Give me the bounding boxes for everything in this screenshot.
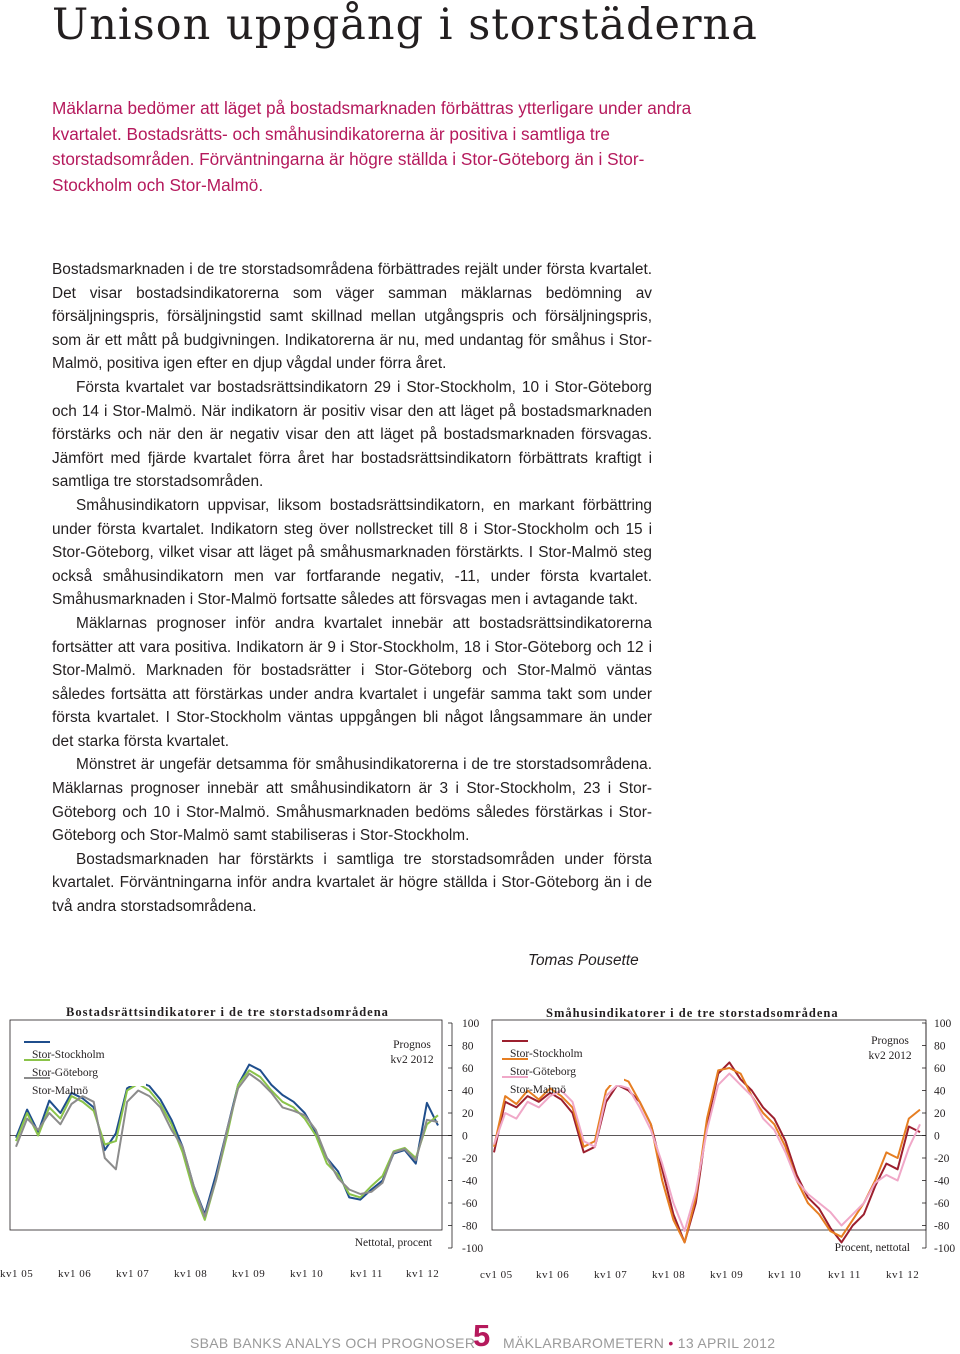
- y-tick-label: 100: [934, 1018, 952, 1030]
- x-tick-label: kv1 07: [116, 1268, 150, 1280]
- y-tick-label: -20: [462, 1153, 478, 1165]
- page-footer: [0, 1320, 960, 1352]
- y-tick-label: -100: [934, 1243, 956, 1255]
- y-tick-label: 100: [462, 1018, 480, 1030]
- y-tick-label: -20: [934, 1153, 950, 1165]
- y-tick-label: -40: [462, 1175, 478, 1188]
- y-tick-label: 20: [934, 1108, 946, 1120]
- x-tick-label: kv1 06: [58, 1268, 92, 1280]
- y-tick-label: -60: [934, 1198, 950, 1210]
- chart-title: Bostadsrättsindikatorer i de tre storstadsområdena: [66, 1005, 389, 1019]
- y-tick-label: -60: [462, 1198, 478, 1210]
- chart-title: Småhusindikatorer i de tre storstadsområdena: [546, 1006, 839, 1020]
- y-tick-label: -80: [462, 1220, 478, 1233]
- x-tick-label: kv1 09: [232, 1268, 266, 1280]
- y-tick-label: 20: [462, 1108, 474, 1120]
- author-signature: Tomas Pousette: [528, 952, 639, 969]
- smahus-chart: [480, 996, 960, 1296]
- page-title: Unison uppgång i storstäderna: [52, 0, 758, 50]
- y-tick-label: -80: [934, 1220, 950, 1233]
- footer-publication: MÄKLARBAROMETERN • 13 APRIL 2012: [503, 1335, 776, 1351]
- body-paragraph: Mönstret är ungefär detsamma för småhusindikatorerna i de tre storstadsområdena. Mäklarnas prognoser innebär att småhusindikatorn är 3 i Stor-Stockholm, 23 i Stor-Göteborg och 10 i Stor-Malmö. Småhusmarknaden bedöms således förstärkas i Stor-Göteborg och Stor-Malmö samt stabiliseras i Stor-Stockholm.: [52, 756, 652, 845]
- y-tick-label: 80: [934, 1040, 946, 1053]
- body-paragraph: Bostadsmarknaden i de tre storstadsområdena förbättrades rejält under första kvartalet. Det visar bostadsindikatorerna som väger samman mäklarnas bedömning av försäljningspris, försäljningstid samt skillnad mellan utgångspris och försäljningspris, som är ett mått på budgivningen. Indikatorerna är nu, med undantag för småhus i Stor-Malmö, positiva igen efter en djup vågdal under förra året.: [52, 261, 652, 373]
- forecast-period: kv2 2012: [868, 1050, 912, 1062]
- y-tick-label: 0: [934, 1130, 940, 1143]
- footer-publisher: SBAB BANKS ANALYS OCH PROGNOSER: [190, 1335, 476, 1351]
- x-tick-label: kv1 06: [536, 1269, 570, 1281]
- legend-label: Stor-Malmö: [510, 1084, 566, 1096]
- legend-label: Stor-Göteborg: [32, 1067, 98, 1079]
- body-paragraph: Mäklarnas prognoser inför andra kvartalet innebär att bostadsrättsindikatorerna fortsätter att vara positiva. Indikatorn är 9 i Stor-Stockholm, 18 i Stor-Göteborg och 12 i Stor-Malmö. Marknaden för bostadsrätter i Stor-Göteborg och Stor-Malmö väntas således fortsätta att förstärkas under andra kvartalet i ungefär samma takt som under första kvartalet. I Stor-Stockholm väntas uppgången bli något långsammare än under det starka första kvartalet.: [52, 614, 652, 750]
- y-tick-label: -40: [934, 1175, 950, 1188]
- x-tick-label: kv1 10: [768, 1269, 802, 1281]
- page-number: 5: [473, 1318, 491, 1353]
- y-tick-label: 80: [462, 1040, 474, 1053]
- y-tick-label: 40: [462, 1085, 474, 1098]
- unit-label: Procent, nettotal: [834, 1242, 910, 1254]
- x-tick-label: kv1 08: [174, 1268, 208, 1280]
- legend-label: Stor-Göteborg: [510, 1066, 576, 1078]
- unit-label: Nettotal, procent: [354, 1237, 432, 1249]
- x-tick-label: cv1 05: [480, 1269, 513, 1281]
- x-tick-label: kv1 08: [652, 1269, 686, 1281]
- x-tick-label: kv1 12: [406, 1268, 440, 1280]
- bostadsratt-chart: [0, 996, 484, 1296]
- body-paragraph: Bostadsmarknaden har förstärkts i samtliga tre storstadsområden under första kvartalet. Förväntningarna inför andra kvartalet är högre ställda i Stor-Göteborg än i de två andra storstadsområdena.: [52, 850, 652, 916]
- legend-label: Stor-Stockholm: [32, 1049, 105, 1061]
- x-tick-label: kv1 11: [828, 1269, 861, 1281]
- x-tick-label: kv1 10: [290, 1268, 324, 1280]
- legend-label: Stor-Stockholm: [510, 1048, 583, 1060]
- x-tick-label: kv1 12: [886, 1269, 920, 1281]
- forecast-label: Prognos: [871, 1035, 909, 1047]
- y-tick-label: 0: [462, 1130, 468, 1143]
- y-tick-label: -100: [462, 1243, 484, 1255]
- body-paragraph: Första kvartalet var bostadsrättsindikatorn 29 i Stor-Stockholm, 10 i Stor-Göteborg och 14 i Stor-Malmö. När indikatorn är positiv visar den att läget på bostadsmarknaden förstärks och när den är negativ visar den att läget på bostadsmarknaden försvagas. Jämfört med fjärde kvartalet förra året har bostadsrättsindikatorn förbättrats kraftigt i samtliga tre storstadsområden.: [52, 378, 652, 491]
- body-paragraph: Småhusindikatorn uppvisar, liksom bostadsrättsindikatorn, en markant förbättring under första kvartalet. Indikatorn steg över nollstrecket till 8 i Stor-Stockholm och 15 i Stor-Göteborg, vilket visar att läget på småhusmarknaden förstärkts. I Stor-Malmö steg också småhusindikatorn men var fortfarande negativ, -11, under första kvartalet. Småhusmarknaden i Stor-Malmö fortsatte således att försvagas men i avtagande takt.: [52, 496, 652, 609]
- x-tick-label: kv1 09: [710, 1269, 744, 1281]
- y-tick-label: 60: [934, 1063, 946, 1075]
- y-tick-label: 60: [462, 1063, 474, 1075]
- x-tick-label: kv1 05: [0, 1268, 34, 1280]
- y-tick-label: 40: [934, 1085, 946, 1098]
- forecast-label: Prognos: [393, 1039, 431, 1051]
- lead-paragraph: Mäklarna bedömer att läget på bostadsmarknaden förbättras ytterligare under andra kvartalet. Bostadsrätts- och småhusindikatorerna är positiva i samtliga tre storstadsområden. Förväntningarna är högre ställda i Stor-Göteborg än i Stor-Stockholm och Stor-Malmö.: [52, 98, 692, 195]
- article-body: [52, 258, 652, 919]
- forecast-period: kv2 2012: [390, 1054, 434, 1066]
- x-tick-label: kv1 11: [350, 1268, 383, 1280]
- legend-label: Stor-Malmö: [32, 1085, 88, 1097]
- x-tick-label: kv1 07: [594, 1269, 628, 1281]
